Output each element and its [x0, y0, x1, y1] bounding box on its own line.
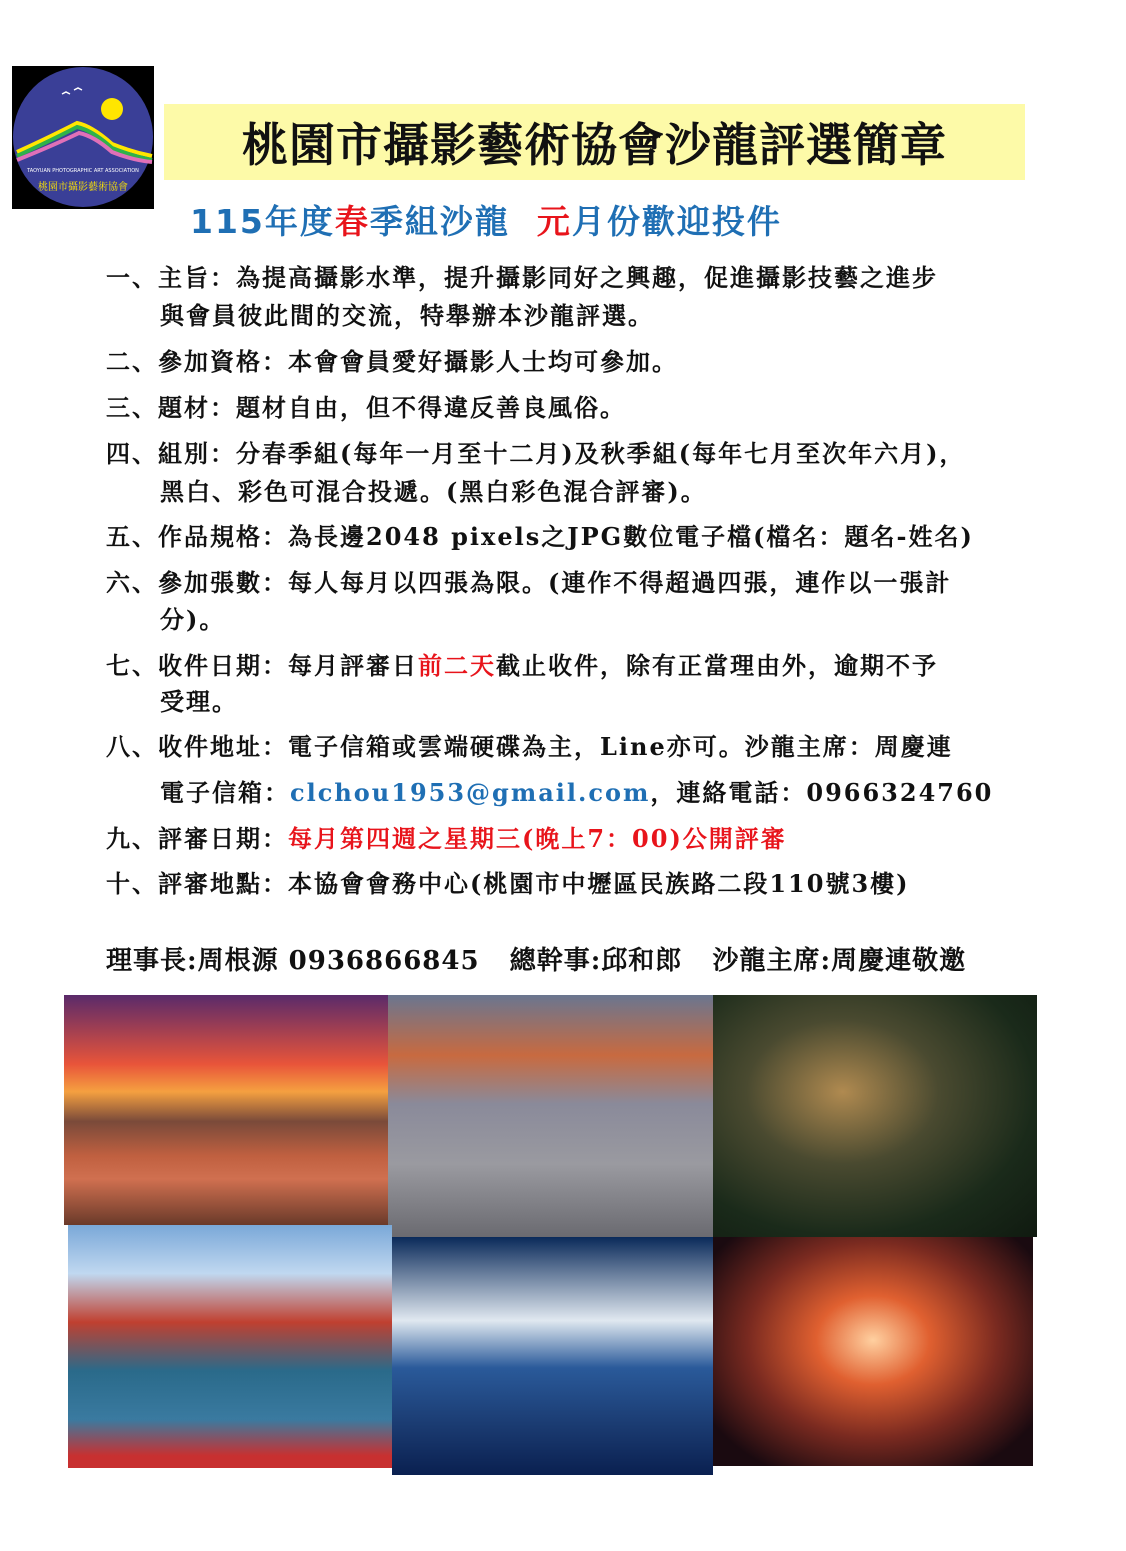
clause-3-line: [106, 388, 626, 423]
subtitle-part: 春: [334, 202, 370, 241]
photo-sunset-coast: [64, 995, 388, 1225]
svg-text:TAOYUAN PHOTOGRAPHIC ART ASSOC: TAOYUAN PHOTOGRAPHIC ART ASSOCIATION: [27, 168, 139, 174]
photo-eagles: [713, 995, 1037, 1237]
clause-text: 七、收件日期：每月評審日: [106, 651, 418, 680]
photo-cyclists: [388, 995, 713, 1237]
photo-surfer: [392, 1237, 713, 1475]
clause-5-line: [106, 517, 974, 552]
subtitle-part: 季組沙龍: [369, 202, 537, 241]
subtitle-part: 115年度: [190, 202, 335, 241]
clause-text: 一、主旨：為提高攝影水準，提升攝影同好之興趣，促進攝影技藝之進步: [106, 263, 938, 292]
clause-text: 九、評審日期：: [106, 824, 288, 853]
clause-1-line: [106, 258, 938, 293]
svg-text:桃園市攝影藝術協會: 桃園市攝影藝術協會: [38, 182, 128, 193]
clause-9-line: [106, 819, 787, 854]
clause-10-line: [106, 864, 910, 899]
title-banner: [164, 104, 1025, 180]
clause-text: 受理。: [160, 687, 238, 716]
clause-6-line: [106, 563, 951, 598]
clause-7-line: [160, 682, 238, 717]
association-logo: [12, 66, 154, 209]
clause-text: 八、收件地址：電子信箱或雲端硬碟為主，Line亦可。沙龍主席：周慶連: [106, 732, 953, 761]
clause-text: 十、評審地點：本協會會務中心(桃園市中壢區民族路二段110號3樓): [106, 869, 910, 898]
clause-8-line: [160, 773, 993, 808]
clause-text: ，連絡電話：0966324760: [650, 778, 994, 807]
subtitle: [190, 196, 782, 243]
clause-text: 三、題材：題材自由，但不得違反善良風俗。: [106, 393, 626, 422]
clause-text: 與會員彼此間的交流，特舉辦本沙龍評選。: [160, 301, 654, 330]
clause-text: 分)。: [160, 605, 226, 634]
clause-text: 電子信箱：: [160, 778, 290, 807]
photo-burning-ship: [713, 1237, 1033, 1466]
clause-7-line: [106, 646, 938, 681]
clause-4-line: [106, 434, 965, 469]
clause-text: 每月第四週之星期三(晚上7：00)公開評審: [288, 824, 787, 853]
clause-6-line: [160, 600, 225, 635]
clause-2-line: [106, 342, 678, 377]
subtitle-part: 元: [536, 202, 572, 241]
footer-signatures: 理事長:周根源 0936866845 總幹事:邱和郎 沙龍主席:周慶連敬邀: [106, 946, 967, 976]
clause-1-line: [160, 296, 654, 331]
clause-text: 四、組別：分春季組(每年一月至十二月)及秋季組(每年七月至次年六月)，: [106, 439, 966, 468]
clause-4-line: [160, 472, 707, 507]
clause-text: 五、作品規格：為長邊2048 pixels之JPG數位電子檔(檔名：題名-姓名): [106, 522, 974, 551]
clause-text: 黑白、彩色可混合投遞。(黑白彩色混合評審)。: [160, 477, 707, 506]
clause-text: 截止收件，除有正當理由外，逾期不予: [496, 651, 938, 680]
clause-text: 六、參加張數：每人每月以四張為限。(連作不得超過四張，連作以一張計: [106, 568, 952, 597]
clause-text: 二、參加資格：本會會員愛好攝影人士均可參加。: [106, 347, 678, 376]
clause-8-line: [106, 727, 953, 762]
page-title: 桃園市攝影藝術協會沙龍評選簡章: [242, 118, 947, 172]
email-link[interactable]: clchou1953@gmail.com: [290, 778, 651, 807]
clause-text: 前二天: [418, 651, 496, 680]
subtitle-part: 月份歡迎投件: [571, 202, 782, 241]
photo-festival-boat: [68, 1225, 392, 1468]
